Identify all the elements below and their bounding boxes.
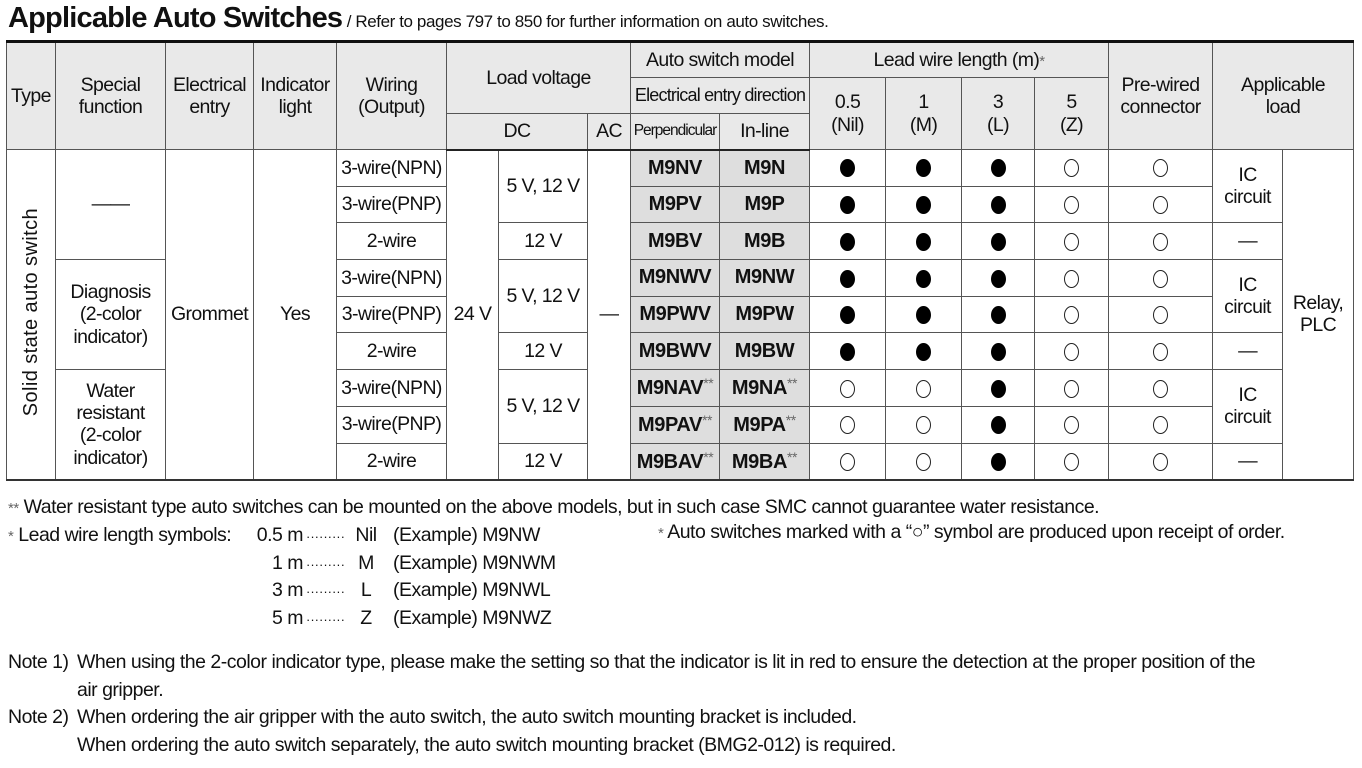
indicator-light-cell: Yes bbox=[254, 150, 337, 480]
header-applicable-load: Applicable load bbox=[1213, 42, 1354, 150]
header-special-function: Special function bbox=[56, 42, 166, 150]
note-text: When using the 2-color indicator type, please make the setting so that the indicator is lit in red to ensure the detection at the proper position of the bbox=[77, 651, 1256, 673]
filled-circle-icon bbox=[840, 270, 855, 288]
prewired-connector-cell bbox=[1109, 370, 1213, 407]
filled-circle-icon bbox=[916, 343, 931, 361]
special-function-cell: Diagnosis (2-color indicator) bbox=[56, 260, 166, 370]
load-voltage-cell: 12 V bbox=[499, 443, 588, 480]
lead-dots: ········· bbox=[306, 556, 345, 572]
water-resistant-mark: ** bbox=[703, 375, 714, 392]
lead-wire-availability-cell bbox=[810, 150, 886, 187]
lead-symbol: M bbox=[358, 551, 374, 574]
electrical-entry-cell: Grommet bbox=[166, 150, 254, 480]
lead-wire-availability-cell bbox=[962, 260, 1035, 297]
inline-model-cell bbox=[720, 443, 810, 480]
load-voltage-cell: 5 V, 12 V bbox=[499, 150, 588, 223]
lead-length: 5 m bbox=[271, 606, 303, 629]
wiring-cell: 3-wire(PNP) bbox=[337, 296, 447, 333]
lead-length: 1 m bbox=[271, 551, 303, 574]
filled-circle-icon bbox=[991, 270, 1006, 288]
open-circle-icon bbox=[840, 380, 855, 398]
lead-wire-asterisk: * bbox=[1039, 52, 1045, 70]
open-circle-icon bbox=[1064, 306, 1079, 324]
model-name: M9BWV bbox=[638, 339, 712, 362]
footnote-text: Auto switches marked with a “○” symbol are produced upon receipt of order. bbox=[667, 521, 1285, 543]
lead-wire-availability-cell bbox=[962, 443, 1035, 480]
prewired-connector-cell bbox=[1109, 186, 1213, 223]
inline-model-cell bbox=[720, 406, 810, 443]
header-entry-direction: Electrical entry direction bbox=[631, 78, 810, 114]
lead-wire-availability-cell bbox=[886, 443, 962, 480]
inline-model-cell bbox=[720, 223, 810, 260]
model-name: M9N bbox=[744, 156, 786, 179]
lead-wire-label: Lead wire length (m) bbox=[873, 48, 1040, 71]
model-name: M9PW bbox=[735, 303, 794, 326]
filled-circle-icon bbox=[991, 306, 1006, 324]
lead-wire-availability-cell bbox=[962, 186, 1035, 223]
lead-wire-availability-cell bbox=[1035, 443, 1109, 480]
lead-wire-availability-cell bbox=[886, 260, 962, 297]
model-name: M9PA bbox=[733, 414, 786, 437]
subtitle-text: / Refer to pages 797 to 850 for further information on auto switches. bbox=[346, 12, 829, 31]
type-cell bbox=[7, 150, 56, 480]
filled-circle-icon bbox=[916, 270, 931, 288]
header-dc: DC bbox=[447, 114, 588, 150]
model-name: M9BW bbox=[734, 339, 795, 362]
open-circle-icon bbox=[1153, 196, 1168, 214]
filled-circle-icon bbox=[991, 159, 1006, 177]
lead-dots: ········· bbox=[306, 611, 345, 627]
model-name: M9NA bbox=[731, 377, 787, 400]
open-circle-icon bbox=[840, 416, 855, 434]
header-length-1: 1 (M) bbox=[886, 78, 962, 150]
type-label: Solid state auto switch bbox=[19, 207, 42, 416]
filled-circle-icon bbox=[991, 233, 1006, 251]
lead-symbol: Nil bbox=[355, 524, 377, 546]
wiring-cell: 3-wire(NPN) bbox=[337, 370, 447, 407]
applicable-load-cell: — bbox=[1213, 443, 1283, 480]
lead-wire-availability-cell bbox=[810, 333, 886, 370]
open-circle-icon bbox=[1064, 380, 1079, 398]
perpendicular-model-cell bbox=[631, 150, 720, 187]
open-circle-icon bbox=[1064, 159, 1079, 177]
inline-model-cell bbox=[720, 370, 810, 407]
footnote-water bbox=[8, 496, 1099, 519]
open-circle-icon bbox=[1153, 306, 1168, 324]
lead-wire-availability-cell bbox=[886, 223, 962, 260]
load-voltage-cell: 12 V bbox=[499, 333, 588, 370]
table-row bbox=[7, 150, 1354, 187]
prewired-connector-cell bbox=[1109, 406, 1213, 443]
footnote-mark: ** bbox=[8, 500, 19, 517]
load-voltage-cell: 12 V bbox=[499, 223, 588, 260]
lead-length: 0.5 m bbox=[256, 524, 303, 546]
perpendicular-model-cell bbox=[631, 186, 720, 223]
footnote-text: Water resistant type auto switches can be mounted on the above models, but in such case SMC cannot guarantee water resistance. bbox=[23, 496, 1100, 518]
header-length-0: 0.5 (Nil) bbox=[810, 78, 886, 150]
lead-wire-availability-cell bbox=[962, 223, 1035, 260]
filled-circle-icon bbox=[840, 343, 855, 361]
perpendicular-model-cell bbox=[631, 443, 720, 480]
prewired-connector-cell bbox=[1109, 443, 1213, 480]
footnote-mark: * bbox=[658, 525, 664, 542]
lead-example: (Example) M9NW bbox=[393, 524, 540, 546]
filled-circle-icon bbox=[991, 453, 1006, 471]
inline-model-cell bbox=[720, 296, 810, 333]
lead-wire-availability-cell bbox=[886, 150, 962, 187]
open-circle-icon bbox=[1153, 270, 1168, 288]
lead-wire-availability-cell bbox=[810, 370, 886, 407]
water-resistant-mark: ** bbox=[787, 448, 798, 465]
perpendicular-model-cell bbox=[631, 260, 720, 297]
load-voltage-cell: 5 V, 12 V bbox=[499, 260, 588, 333]
header-lead-wire-length bbox=[810, 42, 1109, 78]
lead-wire-availability-cell bbox=[1035, 333, 1109, 370]
applicable-load-common-cell: Relay, PLC bbox=[1283, 150, 1354, 480]
lead-dots: ········· bbox=[306, 584, 345, 599]
open-circle-icon bbox=[1064, 453, 1079, 471]
prewired-connector-cell bbox=[1109, 260, 1213, 297]
perpendicular-model-cell bbox=[631, 223, 720, 260]
applicable-load-cell: IC circuit bbox=[1213, 260, 1283, 333]
open-circle-icon bbox=[1153, 416, 1168, 434]
wiring-cell: 3-wire(PNP) bbox=[337, 186, 447, 223]
lead-wire-availability-cell bbox=[886, 333, 962, 370]
header-ac: AC bbox=[588, 114, 631, 150]
lead-wire-availability-cell bbox=[886, 406, 962, 443]
lead-wire-availability-cell bbox=[962, 296, 1035, 333]
wiring-cell: 3-wire(PNP) bbox=[337, 406, 447, 443]
lead-wire-availability-cell bbox=[810, 406, 886, 443]
inline-model-cell bbox=[720, 186, 810, 223]
footnote-lead-intro bbox=[8, 524, 231, 547]
open-circle-icon bbox=[1153, 380, 1168, 398]
header-indicator-light: Indicator light bbox=[254, 42, 337, 150]
note-text: When ordering the auto switch separately, the auto switch mounting bracket (BMG2-012) is required. bbox=[77, 734, 896, 757]
model-name: M9NWV bbox=[638, 266, 712, 289]
auto-switch-table bbox=[6, 40, 1354, 481]
lead-wire-availability-cell bbox=[962, 406, 1035, 443]
lead-wire-availability-cell bbox=[1035, 150, 1109, 187]
header-prewired-connector: Pre-wired connector bbox=[1109, 42, 1213, 150]
model-name: M9BA bbox=[731, 450, 787, 473]
header-perpendicular: Perpendicular bbox=[631, 114, 720, 150]
filled-circle-icon bbox=[991, 380, 1006, 398]
model-name: M9B bbox=[744, 229, 786, 252]
applicable-load-cell: — bbox=[1213, 333, 1283, 370]
prewired-connector-cell bbox=[1109, 296, 1213, 333]
page-title bbox=[8, 2, 828, 35]
header-wiring: Wiring (Output) bbox=[337, 42, 447, 150]
inline-model-cell bbox=[720, 150, 810, 187]
special-function-cell: —— bbox=[56, 150, 166, 260]
model-name: M9NAV bbox=[636, 377, 704, 400]
water-resistant-mark: ** bbox=[703, 448, 714, 465]
water-resistant-mark: ** bbox=[787, 375, 798, 392]
lead-dots: ········· bbox=[306, 529, 345, 544]
note-text: air gripper. bbox=[77, 678, 164, 701]
filled-circle-icon bbox=[991, 343, 1006, 361]
prewired-connector-cell bbox=[1109, 223, 1213, 260]
open-circle-icon bbox=[1064, 343, 1079, 361]
prewired-connector-cell bbox=[1109, 150, 1213, 187]
open-circle-icon bbox=[916, 453, 931, 471]
prewired-connector-cell bbox=[1109, 333, 1213, 370]
table-body bbox=[7, 150, 1354, 480]
lead-symbol: L bbox=[360, 579, 372, 601]
open-circle-icon bbox=[916, 416, 931, 434]
header-inline: In-line bbox=[720, 114, 810, 150]
model-name: M9BAV bbox=[636, 450, 704, 473]
lead-example: (Example) M9NWM bbox=[393, 551, 556, 574]
lead-example: (Example) M9NWZ bbox=[393, 606, 552, 629]
lead-wire-availability-cell bbox=[1035, 406, 1109, 443]
header-load-voltage: Load voltage bbox=[447, 42, 631, 114]
wiring-cell: 3-wire(NPN) bbox=[337, 260, 447, 297]
perpendicular-model-cell bbox=[631, 333, 720, 370]
applicable-load-cell: IC circuit bbox=[1213, 370, 1283, 443]
lead-wire-availability-cell bbox=[1035, 186, 1109, 223]
model-name: M9PWV bbox=[639, 303, 711, 326]
filled-circle-icon bbox=[916, 159, 931, 177]
model-name: M9PV bbox=[648, 193, 702, 216]
lead-wire-availability-cell bbox=[1035, 260, 1109, 297]
filled-circle-icon bbox=[840, 306, 855, 324]
load-voltage-cell: 5 V, 12 V bbox=[499, 370, 588, 443]
lead-wire-availability-cell bbox=[1035, 296, 1109, 333]
inline-model-cell bbox=[720, 333, 810, 370]
title-text: Applicable Auto Switches bbox=[8, 2, 343, 34]
lead-wire-availability-cell bbox=[810, 443, 886, 480]
lead-example: (Example) M9NWL bbox=[393, 579, 551, 601]
open-circle-icon bbox=[1064, 416, 1079, 434]
wiring-cell: 2-wire bbox=[337, 443, 447, 480]
model-name: M9BV bbox=[648, 229, 702, 252]
wiring-cell: 2-wire bbox=[337, 223, 447, 260]
lead-wire-availability-cell bbox=[810, 186, 886, 223]
lead-wire-availability-cell bbox=[886, 296, 962, 333]
lead-wire-availability-cell bbox=[962, 150, 1035, 187]
open-circle-icon bbox=[1153, 233, 1168, 251]
filled-circle-icon bbox=[991, 196, 1006, 214]
filled-circle-icon bbox=[991, 416, 1006, 434]
filled-circle-icon bbox=[916, 196, 931, 214]
perpendicular-model-cell bbox=[631, 370, 720, 407]
lead-wire-availability-cell bbox=[1035, 370, 1109, 407]
footnote-text: Lead wire length symbols: bbox=[18, 524, 232, 546]
lead-wire-availability-cell bbox=[810, 296, 886, 333]
open-circle-icon bbox=[1064, 270, 1079, 288]
model-name: M9NV bbox=[648, 156, 702, 179]
water-resistant-mark: ** bbox=[701, 412, 713, 429]
lead-wire-availability-cell bbox=[962, 370, 1035, 407]
filled-circle-icon bbox=[916, 233, 931, 251]
header-length-3: 5 (Z) bbox=[1035, 78, 1109, 150]
filled-circle-icon bbox=[840, 196, 855, 214]
lead-length: 3 m bbox=[271, 579, 303, 601]
applicable-load-cell: — bbox=[1213, 223, 1283, 260]
lead-wire-availability-cell bbox=[886, 186, 962, 223]
header-auto-switch-model: Auto switch model bbox=[631, 42, 810, 78]
open-circle-icon bbox=[840, 453, 855, 471]
header-type: Type bbox=[7, 42, 56, 150]
note-label: Note 1) bbox=[8, 651, 69, 673]
footnote-order bbox=[658, 521, 1285, 544]
model-name: M9NW bbox=[734, 266, 795, 289]
model-name: M9PAV bbox=[637, 414, 702, 437]
open-circle-icon bbox=[1153, 159, 1168, 177]
lead-wire-availability-cell bbox=[1035, 223, 1109, 260]
header-length-2: 3 (L) bbox=[962, 78, 1035, 150]
dc-voltage-cell: 24 V bbox=[447, 150, 499, 480]
special-function-cell: Water resistant (2-color indicator) bbox=[56, 370, 166, 480]
open-circle-icon bbox=[1153, 453, 1168, 471]
perpendicular-model-cell bbox=[631, 296, 720, 333]
note-text: When ordering the air gripper with the auto switch, the auto switch mounting bracket is included. bbox=[77, 706, 857, 729]
note-label: Note 2) bbox=[8, 706, 69, 729]
open-circle-icon bbox=[1064, 233, 1079, 251]
lead-wire-availability-cell bbox=[962, 333, 1035, 370]
filled-circle-icon bbox=[840, 159, 855, 177]
perpendicular-model-cell bbox=[631, 406, 720, 443]
open-circle-icon bbox=[916, 380, 931, 398]
open-circle-icon bbox=[1153, 343, 1168, 361]
open-circle-icon bbox=[1064, 196, 1079, 214]
applicable-load-cell: IC circuit bbox=[1213, 150, 1283, 223]
header-electrical-entry: Electrical entry bbox=[166, 42, 254, 150]
model-name: M9P bbox=[744, 193, 785, 216]
lead-wire-availability-cell bbox=[810, 260, 886, 297]
footnote-mark: * bbox=[8, 528, 14, 545]
inline-model-cell bbox=[720, 260, 810, 297]
water-resistant-mark: ** bbox=[785, 412, 796, 429]
lead-symbol: Z bbox=[360, 606, 372, 629]
filled-circle-icon bbox=[916, 306, 931, 324]
lead-wire-availability-cell bbox=[810, 223, 886, 260]
filled-circle-icon bbox=[840, 233, 855, 251]
ac-voltage-cell: — bbox=[588, 150, 631, 480]
wiring-cell: 2-wire bbox=[337, 333, 447, 370]
lead-wire-availability-cell bbox=[886, 370, 962, 407]
wiring-cell: 3-wire(NPN) bbox=[337, 150, 447, 187]
